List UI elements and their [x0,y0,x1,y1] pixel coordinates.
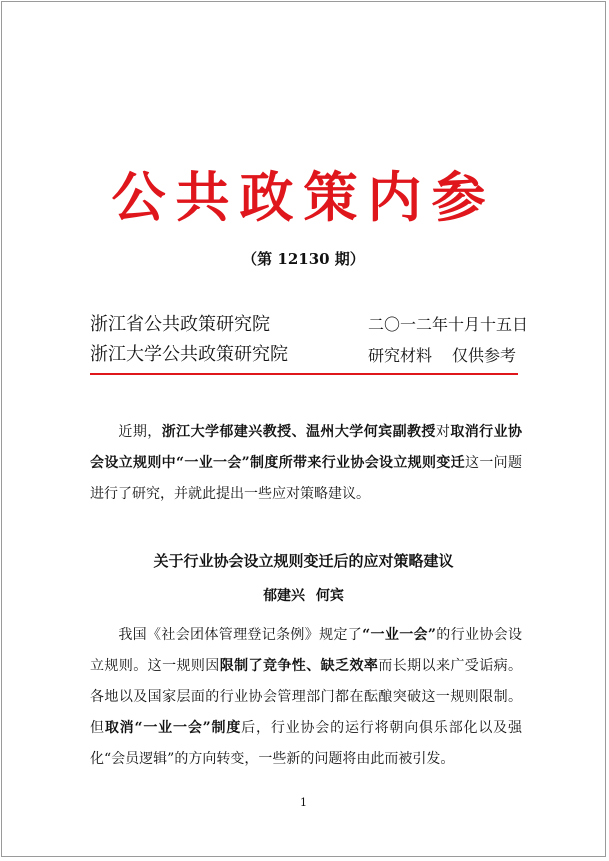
masthead-title: 公共政策内参 [111,165,496,229]
article-text-3: 而长期以来广受诟病。各地以及国家层面的行业协会管理部门都在酝酿突破这一规则限制。但 [90,658,523,736]
intro-text-3: 这一问题进行了研究，并就此提出一些应对策略建议。 [90,455,523,502]
article-title: 关于行业协会设立规则变迁后的应对策略建议 [153,552,454,570]
page-number: 1 [300,796,307,809]
header-divider [90,373,518,375]
intro-paragraph [90,417,522,510]
intro-bold-2: 取消行业协会设立规则中“一业一会”制度所带来行业协会设立规则变迁 [90,424,523,471]
publisher-org-2: 浙江大学公共政策研究院 [90,344,288,365]
article-text-2: 的行业协会设立规则。这一规则因 [90,627,522,674]
publish-date: 二〇一二年十月十五日 [368,315,529,334]
article-bold-3: 取消“一业一会”制度 [104,720,242,736]
article-text-4: 后，行业协会的运行将朝向俱乐部化以及强化“会员逻辑”的方向转变，一些新的问题将由此而被引发。 [90,720,522,767]
article-bold-2: 限制了竞争性、缺乏效率 [219,658,379,674]
intro-bold-1: 浙江大学郁建兴教授、温州大学何宾副教授 [161,424,436,440]
usage-note-a: 研究材料 [368,346,433,365]
article-text-1: 我国《社会团体管理登记条例》规定了 [118,627,363,643]
document-page [1,1,606,857]
article-bold-1: “一业一会” [362,627,436,643]
usage-note [368,344,516,368]
article-paragraph [90,620,522,775]
article-authors: 郁建兴 何宾 [263,588,344,604]
issue-number: （第 12130 期） [242,250,365,268]
usage-note-b: 仅供参考 [452,346,517,365]
publisher-org-1: 浙江省公共政策研究院 [90,314,270,335]
intro-text-1: 近期， [118,424,162,440]
intro-text-2: 对 [435,424,451,440]
